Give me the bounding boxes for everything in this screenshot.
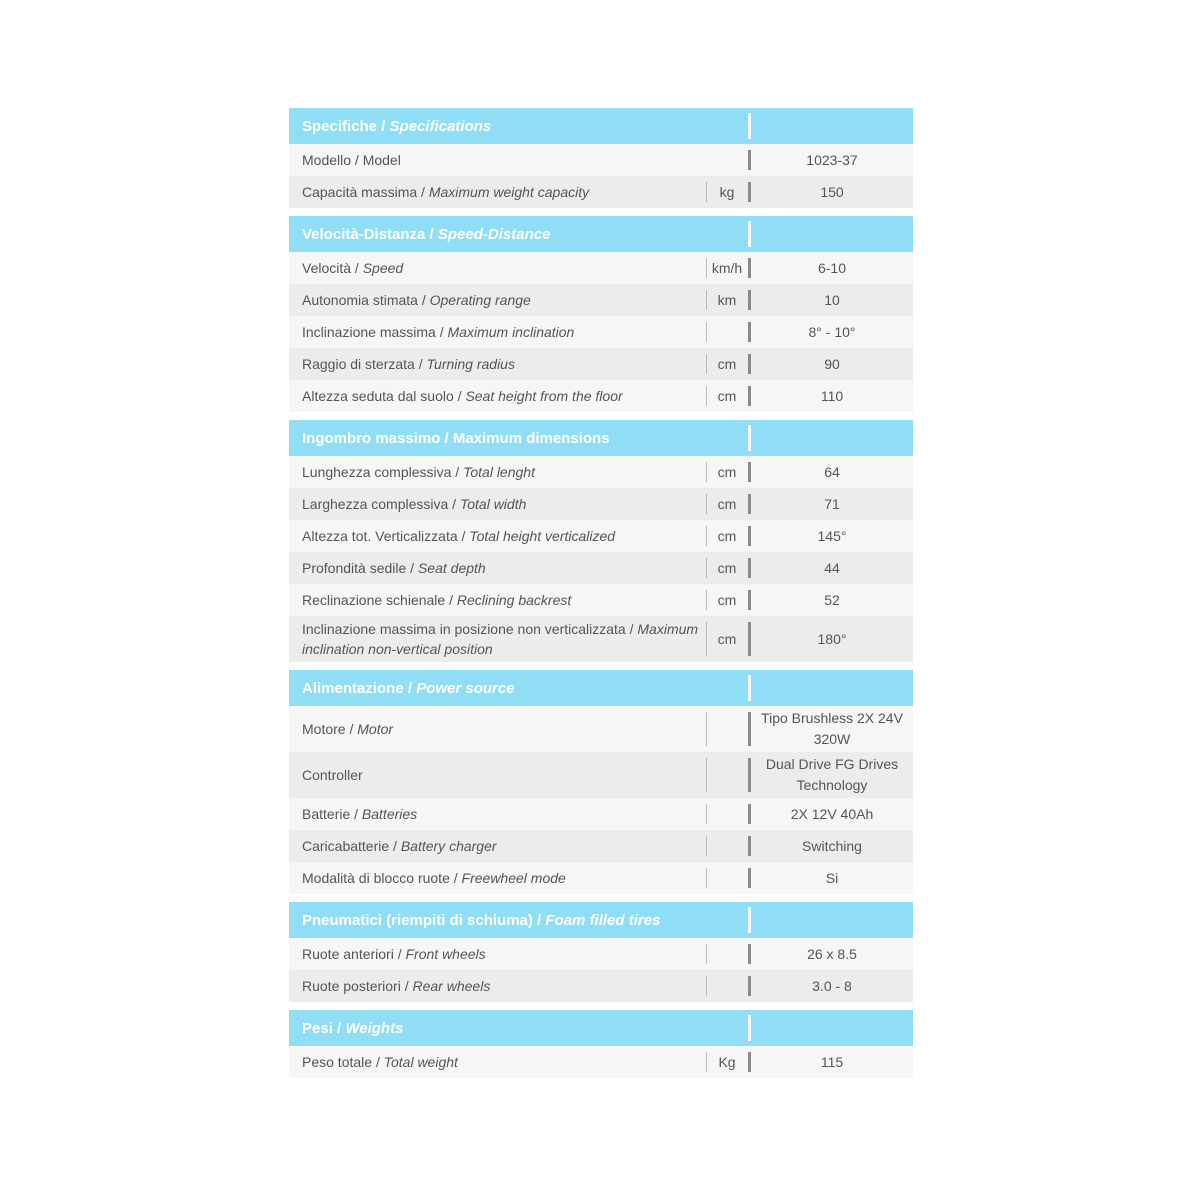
row-value: 90 bbox=[824, 355, 840, 372]
table-row bbox=[289, 144, 913, 176]
section-header bbox=[289, 1010, 913, 1046]
row-unit: cm bbox=[706, 380, 748, 412]
table-row bbox=[289, 284, 913, 316]
row-label-en: Batteries bbox=[361, 806, 418, 822]
row-value: 1023-37 bbox=[806, 151, 858, 168]
row-label-en: Seat height from the floor bbox=[465, 388, 623, 404]
section-header bbox=[289, 670, 913, 706]
column-divider bbox=[748, 113, 751, 139]
row-value: Switching bbox=[802, 837, 862, 854]
row-label-en: Maximum weight capacity bbox=[428, 184, 590, 200]
row-label-en: Operating range bbox=[429, 292, 531, 308]
section-title-en: Specifications bbox=[389, 117, 492, 135]
row-unit bbox=[706, 144, 748, 176]
section-title bbox=[289, 430, 610, 447]
row-label bbox=[289, 1052, 706, 1072]
section-title-en: Foam filled tires bbox=[545, 911, 661, 929]
row-label bbox=[289, 765, 706, 785]
section-rows bbox=[289, 456, 913, 662]
row-unit bbox=[706, 938, 748, 970]
row-label-it: Inclinazione massima / bbox=[302, 324, 448, 340]
section-title-en: Speed-Distance bbox=[437, 225, 551, 243]
column-divider bbox=[748, 221, 751, 247]
row-label bbox=[289, 719, 706, 739]
row-label-en: Maximum inclination bbox=[447, 324, 575, 340]
row-unit: cm bbox=[706, 348, 748, 380]
row-value: 180° bbox=[817, 630, 847, 647]
row-label-it: Profondità sedile / bbox=[302, 560, 418, 576]
row-label-it: Capacità massima / bbox=[302, 184, 429, 200]
section-title-it: Alimentazione / bbox=[302, 679, 417, 697]
row-value: Dual Drive FG Drives Technology bbox=[765, 756, 899, 793]
section-title-it: Ingombro massimo / Maximum dimensions bbox=[302, 429, 610, 447]
section-title bbox=[289, 912, 660, 929]
row-label-it: Autonomia stimata / bbox=[302, 292, 430, 308]
table-row bbox=[289, 380, 913, 412]
row-label bbox=[289, 558, 706, 578]
row-label bbox=[289, 258, 706, 278]
row-value: 110 bbox=[820, 387, 844, 404]
row-label-it: Controller bbox=[302, 767, 363, 783]
table-row bbox=[289, 456, 913, 488]
spec-table bbox=[289, 108, 913, 1078]
section-header bbox=[289, 420, 913, 456]
table-row bbox=[289, 552, 913, 584]
row-unit bbox=[706, 316, 748, 348]
row-label-en: Motor bbox=[357, 721, 394, 737]
section-rows bbox=[289, 706, 913, 894]
row-value: 52 bbox=[824, 591, 840, 608]
row-unit: cm bbox=[706, 616, 748, 662]
row-label-it: Altezza seduta dal suolo / bbox=[302, 388, 466, 404]
section-title bbox=[289, 680, 515, 697]
row-label-it: Motore / bbox=[302, 721, 358, 737]
row-label-en: Front wheels bbox=[405, 946, 486, 962]
row-label bbox=[289, 290, 706, 310]
column-divider bbox=[748, 1015, 751, 1041]
table-row bbox=[289, 1046, 913, 1078]
section-rows bbox=[289, 252, 913, 412]
section-title bbox=[289, 118, 491, 135]
row-label bbox=[289, 976, 706, 996]
row-label bbox=[289, 804, 706, 824]
table-row bbox=[289, 520, 913, 552]
section-rows bbox=[289, 144, 913, 208]
row-label-en: Rear wheels bbox=[412, 978, 491, 994]
section-title bbox=[289, 1020, 403, 1037]
row-value: 6-10 bbox=[817, 259, 847, 276]
row-unit bbox=[706, 970, 748, 1002]
row-label-en: Reclining backrest bbox=[456, 592, 572, 608]
section-title-it: Velocità-Distanza / bbox=[302, 225, 438, 243]
row-value: Si bbox=[825, 869, 839, 886]
row-unit: kg bbox=[706, 176, 748, 208]
row-label-en: Total height verticalized bbox=[469, 528, 616, 544]
table-row bbox=[289, 252, 913, 284]
table-row bbox=[289, 584, 913, 616]
row-label bbox=[289, 590, 706, 610]
row-label-it: Peso totale / bbox=[302, 1054, 384, 1070]
section-title bbox=[289, 226, 550, 243]
table-row bbox=[289, 706, 913, 752]
row-label-it: Altezza tot. Verticalizzata / bbox=[302, 528, 470, 544]
row-value: Tipo Brushless 2X 24V 320W bbox=[761, 710, 903, 747]
row-label-en: Turning radius bbox=[426, 356, 515, 372]
section-header bbox=[289, 216, 913, 252]
row-value: 150 bbox=[820, 183, 844, 200]
row-unit bbox=[706, 706, 748, 752]
section-title-en: Weights bbox=[345, 1019, 404, 1037]
row-label bbox=[289, 944, 706, 964]
row-label bbox=[289, 150, 706, 170]
row-value: 71 bbox=[824, 495, 840, 512]
row-unit bbox=[706, 798, 748, 830]
row-unit: Kg bbox=[706, 1046, 748, 1078]
row-unit bbox=[706, 862, 748, 894]
row-label bbox=[289, 868, 706, 888]
row-label-it: Ruote anteriori / bbox=[302, 946, 406, 962]
row-label-it: Caricabatterie / bbox=[302, 838, 401, 854]
row-label-en: Battery charger bbox=[400, 838, 497, 854]
section-rows bbox=[289, 1046, 913, 1078]
row-value: 10 bbox=[824, 291, 840, 308]
column-divider bbox=[748, 907, 751, 933]
row-label-it: Ruote posteriori / bbox=[302, 978, 413, 994]
column-divider bbox=[748, 425, 751, 451]
row-label-it: Modello / Model bbox=[302, 152, 401, 168]
row-label-it: Larghezza complessiva / bbox=[302, 496, 460, 512]
row-label-it: Batterie / bbox=[302, 806, 362, 822]
table-row bbox=[289, 970, 913, 1002]
table-row bbox=[289, 616, 913, 662]
row-label-en: Total lenght bbox=[463, 464, 535, 480]
row-label-it: Reclinazione schienale / bbox=[302, 592, 457, 608]
row-label bbox=[289, 619, 706, 659]
section-title-en: Power source bbox=[416, 679, 515, 697]
row-label-it: Modalità di blocco ruote / bbox=[302, 870, 462, 886]
row-value: 115 bbox=[820, 1053, 844, 1070]
table-row bbox=[289, 862, 913, 894]
row-label-en: Speed bbox=[362, 260, 404, 276]
column-divider bbox=[748, 675, 751, 701]
row-label-en: Freewheel mode bbox=[461, 870, 566, 886]
row-label bbox=[289, 494, 706, 514]
row-label bbox=[289, 526, 706, 546]
row-label bbox=[289, 462, 706, 482]
section-title-it: Specifiche / bbox=[302, 117, 390, 135]
row-label bbox=[289, 386, 706, 406]
row-value: 8° - 10° bbox=[808, 323, 856, 340]
row-unit: km/h bbox=[706, 252, 748, 284]
section-title-it: Pesi / bbox=[302, 1019, 346, 1037]
row-unit: cm bbox=[706, 488, 748, 520]
row-unit: cm bbox=[706, 584, 748, 616]
row-label bbox=[289, 836, 706, 856]
section-title-it: Pneumatici (riempiti di schiuma) / bbox=[302, 911, 546, 929]
section-rows bbox=[289, 938, 913, 1002]
table-row bbox=[289, 348, 913, 380]
table-row bbox=[289, 752, 913, 798]
row-label-en: Total weight bbox=[383, 1054, 458, 1070]
row-label-en: Maximum inclination non-vertical position bbox=[302, 621, 699, 657]
row-label-it: Lunghezza complessiva / bbox=[302, 464, 464, 480]
row-label-it: Inclinazione massima in posizione non verticalizzata / bbox=[302, 621, 638, 637]
table-row bbox=[289, 938, 913, 970]
table-row bbox=[289, 830, 913, 862]
row-label bbox=[289, 182, 706, 202]
table-row bbox=[289, 488, 913, 520]
row-unit: cm bbox=[706, 552, 748, 584]
row-value: 3.0 - 8 bbox=[812, 977, 852, 994]
section-header bbox=[289, 108, 913, 144]
table-row bbox=[289, 316, 913, 348]
row-label-it: Raggio di sterzata / bbox=[302, 356, 427, 372]
row-label-en: Seat depth bbox=[417, 560, 486, 576]
table-row bbox=[289, 798, 913, 830]
row-unit: cm bbox=[706, 520, 748, 552]
row-unit: cm bbox=[706, 456, 748, 488]
row-unit bbox=[706, 752, 748, 798]
row-label bbox=[289, 354, 706, 374]
table-row bbox=[289, 176, 913, 208]
row-value: 44 bbox=[824, 559, 840, 576]
row-value: 64 bbox=[824, 463, 840, 480]
row-value: 26 x 8.5 bbox=[807, 945, 857, 962]
row-value: 2X 12V 40Ah bbox=[790, 805, 874, 822]
row-label-en: Total width bbox=[459, 496, 527, 512]
row-label bbox=[289, 322, 706, 342]
row-unit bbox=[706, 830, 748, 862]
row-label-it: Velocità / bbox=[302, 260, 363, 276]
section-header bbox=[289, 902, 913, 938]
row-value: 145° bbox=[817, 527, 847, 544]
row-unit: km bbox=[706, 284, 748, 316]
